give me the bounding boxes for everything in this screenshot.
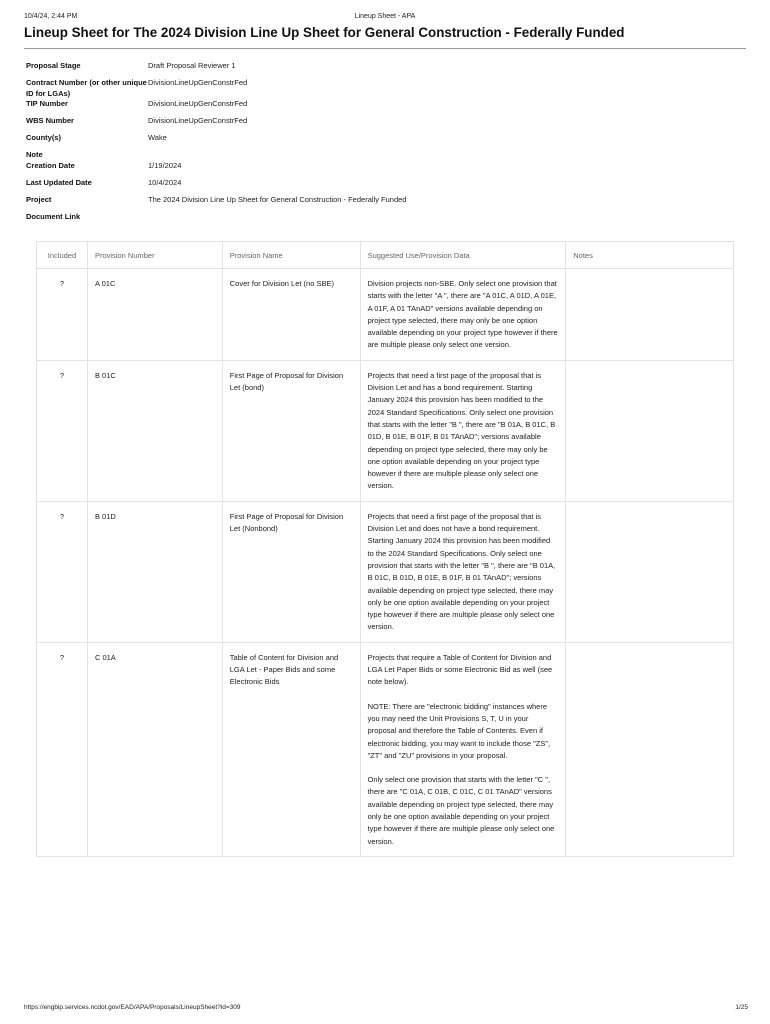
- print-datetime: 10/4/24, 2:44 PM: [24, 13, 78, 20]
- provision-name-cell: Cover for Division Let (no SBE): [222, 269, 360, 361]
- included-cell[interactable]: ?: [37, 642, 88, 856]
- detail-row-proposal-stage: [26, 60, 746, 77]
- detail-value: 1/19/2024: [148, 161, 182, 170]
- detail-value: The 2024 Division Line Up Sheet for General Construction - Federally Funded: [148, 195, 407, 204]
- table-row: [37, 360, 734, 501]
- detail-label: County(s): [26, 133, 61, 142]
- detail-row-contract-number: [26, 77, 746, 98]
- detail-label: Contract Number (or other unique ID for LGAs): [26, 78, 147, 98]
- detail-row-wbs-number: [26, 115, 746, 132]
- detail-value: Wake: [148, 133, 167, 142]
- detail-label: WBS Number: [26, 116, 74, 125]
- provision-number-cell: B 01D: [87, 501, 222, 642]
- column-header-notes: Notes: [566, 242, 734, 269]
- included-cell[interactable]: ?: [37, 501, 88, 642]
- page-title: Lineup Sheet for The 2024 Division Line Up Sheet for General Construction - Federally Funded: [24, 25, 746, 49]
- detail-label: Creation Date: [26, 161, 75, 170]
- included-cell[interactable]: ?: [37, 269, 88, 361]
- detail-label: Proposal Stage: [26, 61, 81, 70]
- page-url: https://engbip.services.ncdot.gov/EAD/APA/Proposals/LineupSheet?id=309: [24, 1004, 241, 1011]
- suggested-use-paragraph: Projects that need a first page of the proposal that is Division Let and does not have a bond requirement. Starting January 2024 this provision has been modified to the 2024 Standard Specifications. Only select one provision that starts with the letter "B ", there are "B 01A, B 01C, B 01D, B 01E, B 01F, B 01 TAnAD"; versions available depending on project type selected, there may only be one option available depending on your project type however if there are multiple please only select one version.: [367, 511, 556, 632]
- provision-name-cell: First Page of Proposal for Division Let (bond): [222, 360, 360, 501]
- detail-label: Last Updated Date: [26, 178, 92, 187]
- suggested-use-cell: [360, 269, 566, 361]
- detail-row-creation-date: [26, 160, 746, 177]
- detail-row-document-link: [26, 211, 746, 222]
- print-footer: [0, 1004, 770, 1014]
- provision-number-cell: C 01A: [87, 642, 222, 856]
- print-header: [0, 13, 770, 23]
- detail-row-project: [26, 194, 746, 211]
- proposal-details: [26, 60, 746, 222]
- table-row: [37, 642, 734, 856]
- detail-label: TIP Number: [26, 99, 68, 108]
- notes-cell: [566, 501, 734, 642]
- detail-value: DivisionLineUpGenConstrFed: [148, 99, 248, 108]
- suggested-use-cell: [360, 501, 566, 642]
- notes-cell: [566, 360, 734, 501]
- suggested-use-paragraph: Projects that require a Table of Content for Division and LGA Let Paper Bids or some Electronic Bid as well (see note below).: [367, 652, 553, 687]
- detail-value: DivisionLineUpGenConstrFed: [148, 78, 248, 87]
- detail-value: 10/4/2024: [148, 178, 182, 187]
- lineup-table: [36, 241, 734, 857]
- suggested-use-paragraph: Projects that need a first page of the proposal that is Division Let and has a bond requirement. Starting January 2024 this provision has been modified to the 2024 Standard Specifications. Only select one provision that starts with the letter "B ", there are "B 01A, B 01C, B 01D, B 01E, B 01F, B 01 TAnAD"; versions available depending on project type selected, there may only be one option available depending on your project type however if there are multiple please only select one version.: [367, 370, 556, 491]
- provision-name-cell: First Page of Proposal for Division Let (Nonbond): [222, 501, 360, 642]
- suggested-use-paragraph: Only select one provision that starts with the letter "C ", there are "C 01A, C 01B, C 01C, C 01 TAnAD" versions available depending on project type selected, there may only be one option available depending on your project type however if there are multiple please only select one version.: [367, 775, 555, 846]
- suggested-use-cell: [360, 642, 566, 856]
- detail-row-note: [26, 149, 746, 160]
- suggested-use-cell: [360, 360, 566, 501]
- detail-label: Document Link: [26, 212, 81, 221]
- table-header-row: [37, 242, 734, 269]
- included-cell[interactable]: ?: [37, 360, 88, 501]
- print-tab-title: Lineup Sheet - APA: [354, 13, 416, 20]
- detail-row-last-updated: [26, 177, 746, 194]
- provision-number-cell: A 01C: [87, 269, 222, 361]
- column-header-included: Included: [37, 242, 88, 269]
- table-row: [37, 501, 734, 642]
- column-header-provision-number: Provision Number: [87, 242, 222, 269]
- table-row: [37, 269, 734, 361]
- detail-value: DivisionLineUpGenConstrFed: [148, 116, 248, 125]
- detail-label: Note: [26, 150, 43, 159]
- detail-row-tip-number: [26, 98, 746, 115]
- detail-label: Project: [26, 195, 52, 204]
- provision-number-cell: B 01C: [87, 360, 222, 501]
- detail-row-county: [26, 132, 746, 149]
- column-header-suggested-use: Suggested Use/Provision Data: [360, 242, 566, 269]
- page-number: 1/25: [735, 1004, 748, 1011]
- notes-cell: [566, 642, 734, 856]
- suggested-use-paragraph: Division projects non-SBE. Only select one provision that starts with the letter "A ", there are "A 01C, A 01D, A 01E, A 01F, A 01 TAnAD" versions available depending on project type selected, there may only be one option available depending on your project type however if there are multiple please only select one version.: [367, 279, 558, 350]
- column-header-provision-name: Provision Name: [222, 242, 360, 269]
- notes-cell: [566, 269, 734, 361]
- detail-value: Draft Proposal Reviewer 1: [148, 61, 236, 70]
- suggested-use-paragraph: NOTE: There are "electronic bidding" instances where you may need the Unit Provisions S, T, U in your proposal and therefore the Table of Contents. Even if electronic bidding, you may want to include those "ZS", "ZT" and "ZU" provisions in your proposal.: [367, 701, 551, 760]
- provision-name-cell: Table of Content for Division and LGA Let - Paper Bids and some Electronic Bids: [222, 642, 360, 856]
